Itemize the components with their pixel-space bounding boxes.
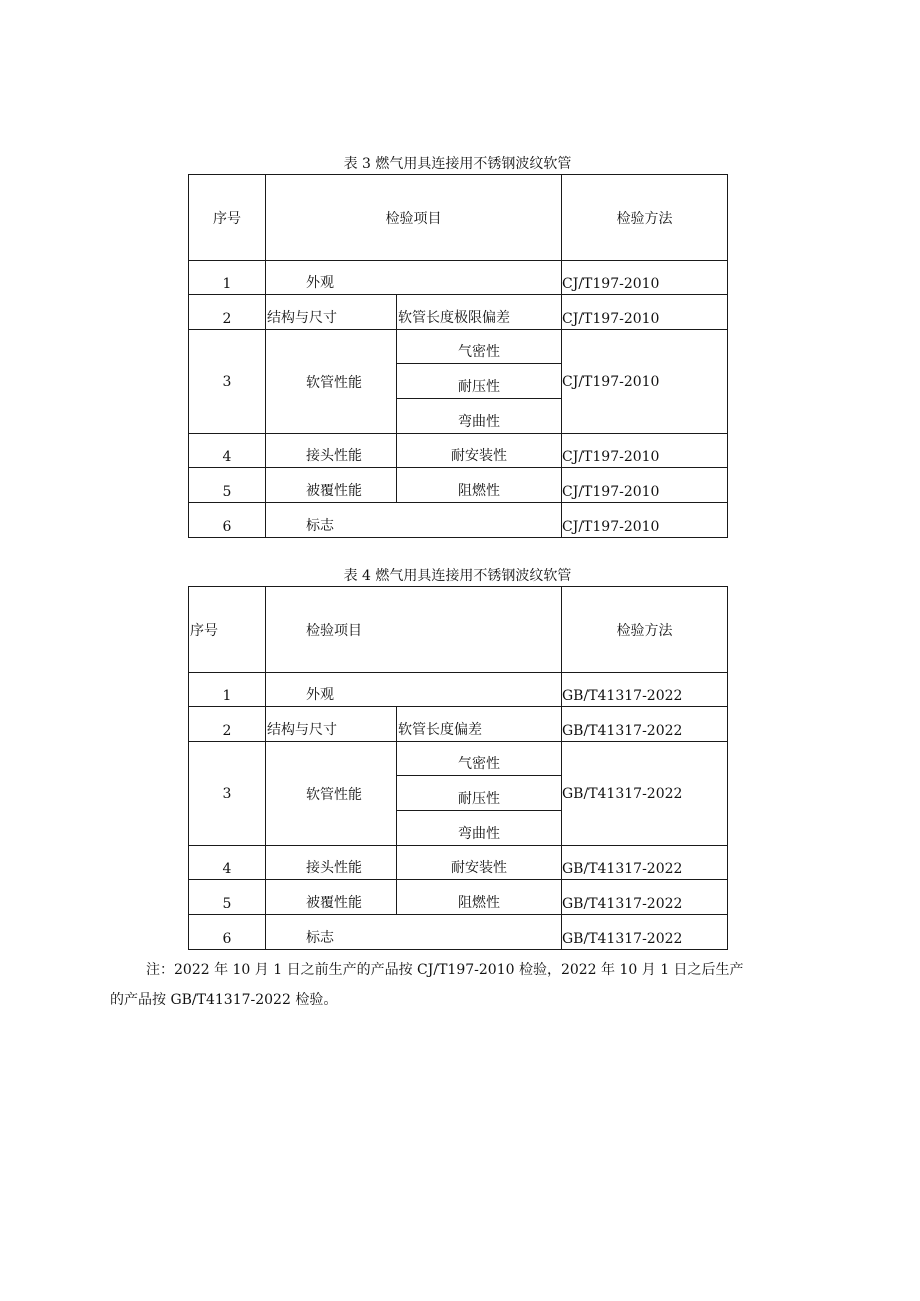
- row-method: CJ/T197-2010: [562, 468, 728, 503]
- row-method: GB/T41317-2022: [562, 915, 728, 950]
- row-no: 1: [189, 673, 266, 707]
- table-4: [188, 586, 728, 950]
- row-method: CJ/T197-2010: [562, 434, 728, 468]
- footnote-line-2: 的产品按 GB/T41317-2022 检验。: [110, 992, 338, 1008]
- row-no: 5: [189, 468, 266, 503]
- header-method: 检验方法: [562, 175, 728, 261]
- table-3-caption: 表 3 燃气用具连接用不锈钢波纹软管: [343, 156, 572, 172]
- row-sub-item: 耐压性: [397, 364, 562, 399]
- footnote-line-1: 注：2022 年 10 月 1 日之前生产的产品按 CJ/T197-2010 检验，2022 年 10 月 1 日之后生产: [146, 962, 744, 978]
- table-4-caption: 表 4 燃气用具连接用不锈钢波纹软管: [343, 568, 572, 584]
- table-3: [188, 174, 728, 538]
- row-no: 5: [189, 880, 266, 915]
- table-header-row: [189, 175, 728, 261]
- row-sub-item: 阻燃性: [397, 880, 562, 915]
- row-sub-item: 软管长度极限偏差: [397, 295, 562, 330]
- row-no: 2: [189, 295, 266, 330]
- header-item: 检验项目: [266, 587, 562, 673]
- table-row: [189, 330, 728, 364]
- table-row: [189, 880, 728, 915]
- row-sub-item: 耐安装性: [397, 846, 562, 880]
- row-item: 标志: [266, 915, 562, 950]
- header-item: 检验项目: [266, 175, 562, 261]
- row-no: 6: [189, 915, 266, 950]
- row-sub-item: 耐压性: [397, 776, 562, 811]
- row-item: 外观: [266, 673, 562, 707]
- row-method: GB/T41317-2022: [562, 742, 728, 846]
- row-no: 4: [189, 434, 266, 468]
- row-no: 1: [189, 261, 266, 295]
- row-item: 接头性能: [266, 434, 397, 468]
- table-row: [189, 434, 728, 468]
- row-no: 3: [189, 330, 266, 434]
- row-item: 被覆性能: [266, 468, 397, 503]
- row-sub-item: 气密性: [397, 330, 562, 364]
- row-sub-item: 弯曲性: [397, 811, 562, 846]
- table-row: [189, 261, 728, 295]
- row-item: 标志: [266, 503, 562, 538]
- table-row: [189, 742, 728, 776]
- row-sub-item: 气密性: [397, 742, 562, 776]
- header-no: 序号: [189, 175, 266, 261]
- row-item: 被覆性能: [266, 880, 397, 915]
- footnote: [110, 955, 750, 1015]
- row-sub-item: 软管长度偏差: [397, 707, 562, 742]
- table-row: [189, 707, 728, 742]
- row-no: 2: [189, 707, 266, 742]
- row-no: 3: [189, 742, 266, 846]
- table-row: [189, 295, 728, 330]
- row-method: CJ/T197-2010: [562, 503, 728, 538]
- row-method: CJ/T197-2010: [562, 330, 728, 434]
- row-sub-item: 阻燃性: [397, 468, 562, 503]
- row-method: CJ/T197-2010: [562, 295, 728, 330]
- row-method: GB/T41317-2022: [562, 846, 728, 880]
- row-item: 结构与尺寸: [266, 295, 397, 330]
- table-header-row: [189, 587, 728, 673]
- row-method: GB/T41317-2022: [562, 707, 728, 742]
- row-item: 外观: [266, 261, 562, 295]
- row-method: GB/T41317-2022: [562, 673, 728, 707]
- row-item: 软管性能: [266, 330, 397, 434]
- row-method: CJ/T197-2010: [562, 261, 728, 295]
- row-no: 6: [189, 503, 266, 538]
- row-item: 接头性能: [266, 846, 397, 880]
- row-no: 4: [189, 846, 266, 880]
- table-row: [189, 673, 728, 707]
- row-item: 结构与尺寸: [266, 707, 397, 742]
- row-sub-item: 弯曲性: [397, 399, 562, 434]
- table-row: [189, 915, 728, 950]
- table-row: [189, 503, 728, 538]
- table-row: [189, 846, 728, 880]
- header-method: 检验方法: [562, 587, 728, 673]
- row-sub-item: 耐安装性: [397, 434, 562, 468]
- row-item: 软管性能: [266, 742, 397, 846]
- table-row: [189, 468, 728, 503]
- row-method: GB/T41317-2022: [562, 880, 728, 915]
- header-no: 序号: [189, 587, 266, 673]
